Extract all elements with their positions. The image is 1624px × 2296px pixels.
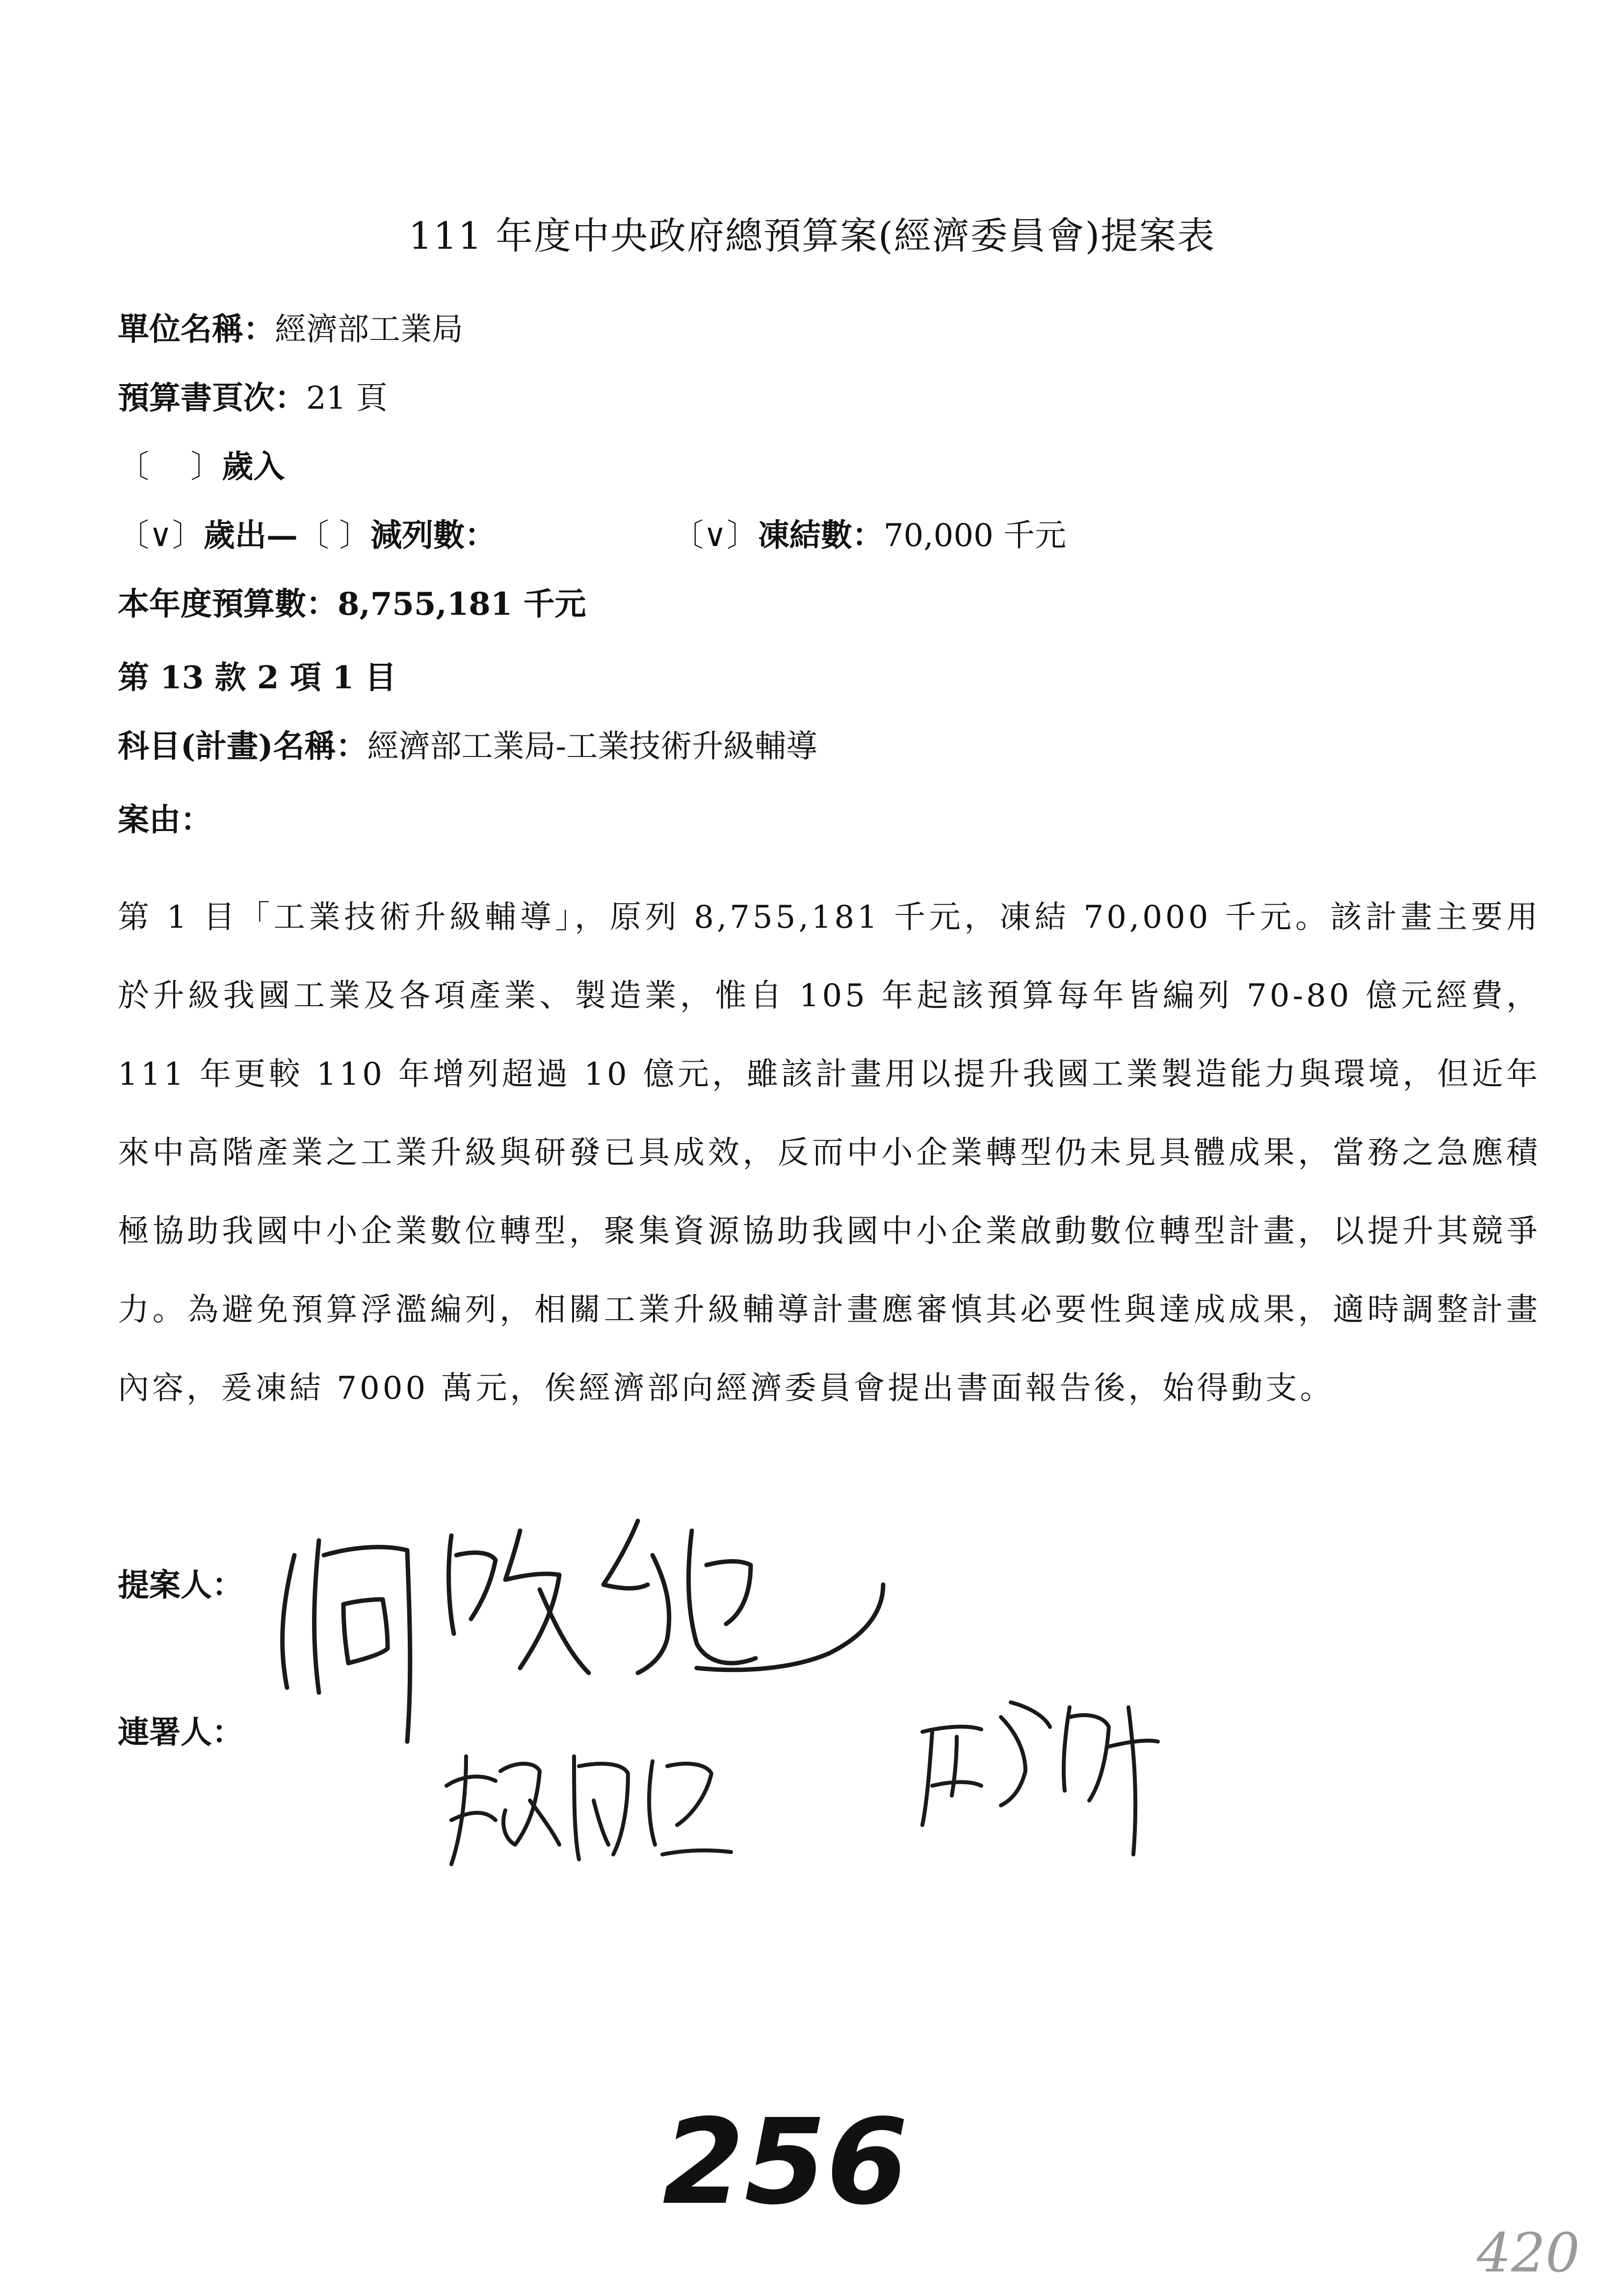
unit-value: 經濟部工業局 bbox=[275, 312, 463, 348]
unit-row bbox=[118, 304, 463, 349]
cosigner-label: 連署人： bbox=[118, 1714, 243, 1751]
reason-text: 第 1 目「工業技術升級輔導」，原列 8,755,181 千元，凍結 70,000 千元。該計畫主要用於升級我國工業及各項產業、製造業，惟自 105 年起該預算每年皆編列 70-80 億元經費，111 年更較 110 年增列超過 10 億元，雖該計畫用以提升我國工業製造能力與環境，但近年來中高階產業之工業升級與研發已具成效，反而中小企業轉型仍未見具體成果，當務之急應積極協助我國中小企業數位轉型，聚集資源協助我國中小企業啟動數位轉型計畫，以提升其競爭力。為避免預算浮濫編列，相關工業升級輔導計畫應審慎其必要性與達成成果，適時調整計畫內容，爰凍結 7000 萬元，俟經濟部向經濟委員會提出書面報告後，始得動支。 bbox=[118, 899, 1541, 1407]
cosigner-signature-2 bbox=[903, 1688, 1178, 1874]
freeze-label: 凍結數： bbox=[758, 517, 884, 554]
revenue-row bbox=[118, 442, 285, 487]
revenue-checkbox: 〔 〕 bbox=[118, 449, 222, 485]
subject-row bbox=[118, 721, 817, 766]
page-number bbox=[653, 2095, 927, 2222]
proposal-title: 111 年度中央政府總預算案(經濟委員會)提案表 bbox=[408, 214, 1216, 258]
item-code: 第 13 款 2 項 1 目 bbox=[118, 659, 396, 696]
expenditure-checkbox: 〔∨〕 bbox=[118, 518, 204, 554]
cosigner-signature-1 bbox=[432, 1727, 746, 1884]
freeze-value: 70,000 千元 bbox=[883, 518, 1067, 554]
proposer-label: 提案人： bbox=[118, 1567, 243, 1604]
reduce-checkbox: 〔 〕 bbox=[297, 518, 371, 554]
svg-text:420: 420 bbox=[1477, 2221, 1580, 2284]
annual-budget-row bbox=[118, 579, 586, 624]
expenditure-row bbox=[118, 510, 496, 555]
subject-label: 科目(計畫)名稱： bbox=[118, 728, 367, 765]
freeze-checkbox: 〔∨〕 bbox=[672, 518, 758, 554]
reduce-label: 減列數： bbox=[370, 517, 497, 554]
annual-budget-value: 8,755,181 千元 bbox=[338, 586, 586, 623]
unit-label: 單位名稱： bbox=[118, 311, 275, 348]
annual-budget-label: 本年度預算數： bbox=[118, 586, 338, 623]
revenue-label: 歲入 bbox=[222, 448, 285, 485]
reason-label: 案由： bbox=[118, 802, 212, 838]
svg-text:256: 256 bbox=[662, 2095, 908, 2222]
budget-page-row bbox=[118, 373, 388, 418]
budget-page-label: 預算書頁次： bbox=[118, 380, 306, 417]
freeze-group bbox=[672, 510, 1066, 555]
expenditure-label: 歲出— bbox=[203, 517, 298, 554]
budget-page-value: 21 頁 bbox=[306, 380, 388, 417]
subject-value: 經濟部工業局-工業技術升級輔導 bbox=[367, 729, 818, 765]
corner-number bbox=[1472, 2218, 1599, 2286]
